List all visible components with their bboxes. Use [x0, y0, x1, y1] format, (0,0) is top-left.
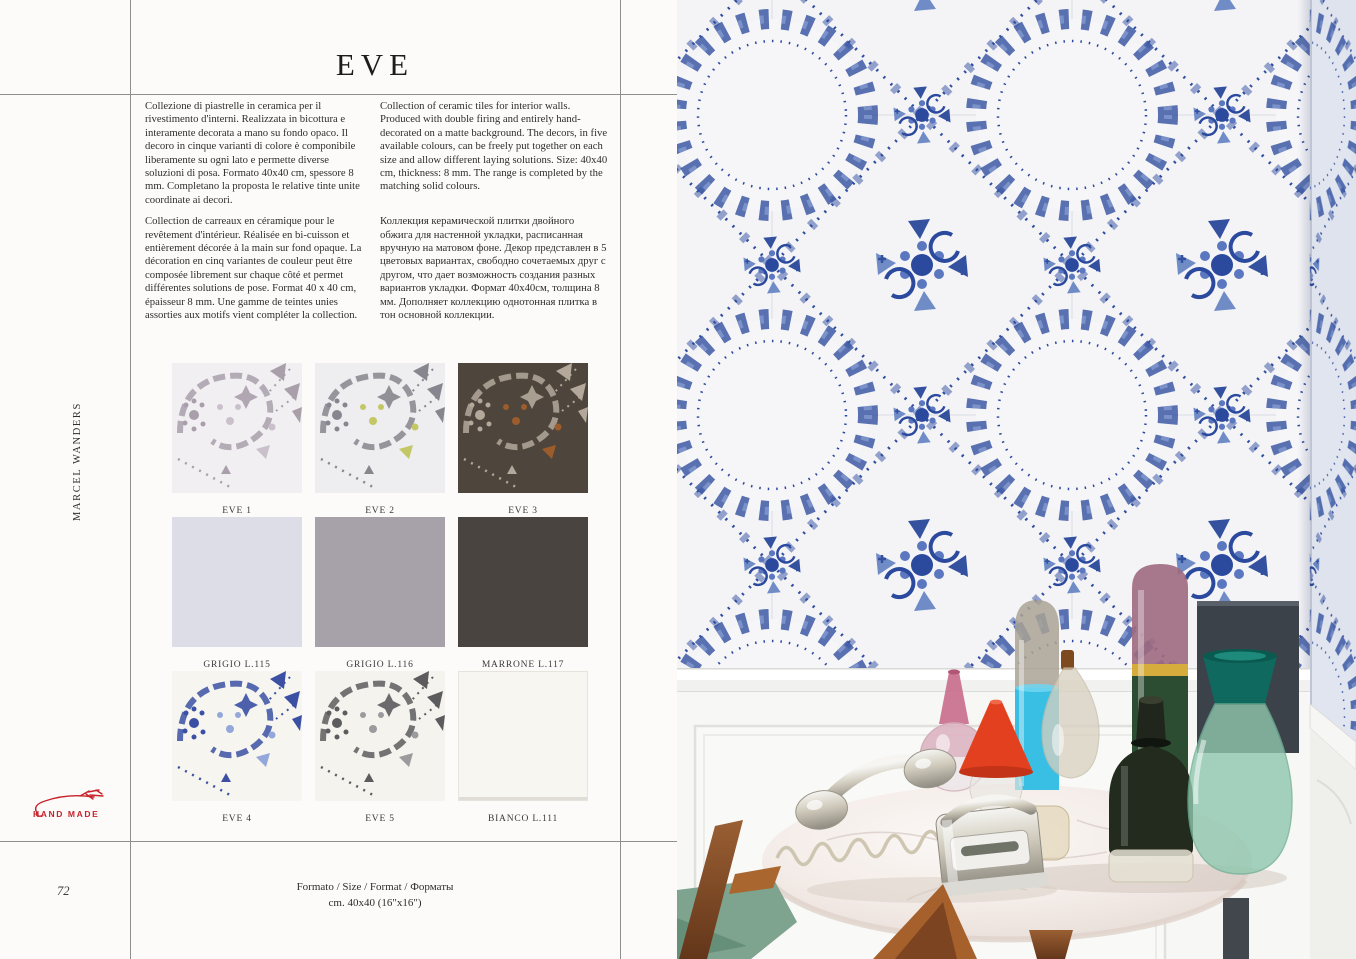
divider-vertical-left	[130, 0, 131, 959]
tile-label: EVE 1	[222, 506, 252, 516]
tile-label: EVE 3	[508, 506, 538, 516]
format-labels: Formato / Size / Format / Форматы	[296, 881, 454, 893]
tile-ornament-icon	[172, 671, 302, 801]
tile-ornament-icon	[315, 363, 445, 493]
ambience-photo	[677, 0, 1356, 959]
tile-label: EVE 4	[222, 814, 252, 824]
tile-label: GRIGIO L.116	[346, 660, 414, 670]
swatch-eve-2	[315, 363, 445, 517]
description-italian: Collezione di piastrelle in ceramica per il rivestimento d'interni. Realizzata in bicottura e interamente decorata a mano su fondo opaco. Il decoro in cinque varianti di colore è componibile liberamente su ogni lato e permette diverse soluzioni di posa. Formato 40x40 cm, spessore 8 mm. Completano la proposta le relative tinte unite coordinate ai decori.	[145, 100, 360, 206]
tile-label: MARRONE L.117	[481, 660, 565, 670]
designer-name: MARCEL WANDERS	[72, 402, 83, 521]
tile-color-marrone-117	[458, 517, 588, 647]
tile-image-eve-4	[172, 671, 302, 801]
tile-label: GRIGIO L.115	[203, 660, 271, 670]
hand-made-label: HAND MADE	[33, 809, 100, 819]
tile-image-eve-2	[315, 363, 445, 493]
page-title: EVE	[335, 46, 415, 82]
divider-footer	[0, 841, 678, 842]
swatch-grigio-116	[315, 517, 445, 671]
tile-ornament-icon	[458, 363, 588, 493]
tile-color-bianco-111	[458, 671, 588, 801]
tile-wall	[677, 0, 1310, 700]
swatch-grigio-115	[172, 517, 302, 671]
description-columns	[145, 100, 608, 323]
tile-color-grigio-115	[172, 517, 302, 647]
table-leg-dark	[1223, 898, 1249, 959]
swatch-bianco-111	[458, 671, 588, 825]
swatch-grid	[172, 363, 588, 825]
tile-color-grigio-116	[315, 517, 445, 647]
swatch-eve-3	[458, 363, 588, 517]
tile-image-eve-5	[315, 671, 445, 801]
format-footer	[130, 879, 620, 911]
page-number: 72	[57, 884, 70, 898]
tile-label: EVE 5	[365, 814, 395, 824]
swatch-eve-1	[172, 363, 302, 517]
description-french: Collection de carreaux en céramique pour le revêtement d'intérieur. Réalisée en bi-cuisson et entièrement décorée à la main sur fond opaque. La décoration en cinq variantes de couleur peut être composée librement sur chaque côté et permet différentes solutions de pose. Format 40 x 40 cm, épaisseur 8 mm. Une gamme de teintes unies assorties aux motifs vient compléter la collection.	[145, 215, 362, 322]
description-english: Collection of ceramic tiles for interior walls. Produced with double firing and entirely hand-decorated on a matte background. The decors, in five available colours, can be freely put together on each size and allow different laying solutions. Size: 40x40 cm, thickness: 8 mm. The range is completed by the matching solid colours.	[380, 100, 608, 193]
tile-image-eve-1	[172, 363, 302, 493]
tile-label: BIANCO L.111	[487, 814, 559, 824]
format-value: cm. 40x40 (16"x16")	[328, 897, 422, 909]
description-russian: Коллекция керамической плитки двойного обжига для настенной укладки, расписанная вручную на матовом фоне. Декор представлен в 5 цветовых вариантах, свободно сочетаемых друг с другом, что дает возможность создания разных вариантов укладки. Формат 40х40см, толщина 8 мм. Дополняет коллекцию однотонная плитка в тон основной коллекции.	[380, 215, 607, 322]
tile-ornament-icon	[315, 671, 445, 801]
tile-image-eve-3	[458, 363, 588, 493]
swatch-eve-5	[315, 671, 445, 825]
divider-title	[0, 94, 678, 95]
tile-label: EVE 2	[365, 506, 395, 516]
divider-vertical-right	[620, 0, 621, 959]
tile-wall-corner	[1298, 0, 1356, 745]
hand-made-logo	[30, 786, 110, 822]
swatch-marrone-117	[458, 517, 588, 671]
tile-ornament-icon	[172, 363, 302, 493]
photo-illustration	[677, 0, 1356, 959]
swatch-eve-4	[172, 671, 302, 825]
slate-board-edge	[1197, 601, 1299, 606]
